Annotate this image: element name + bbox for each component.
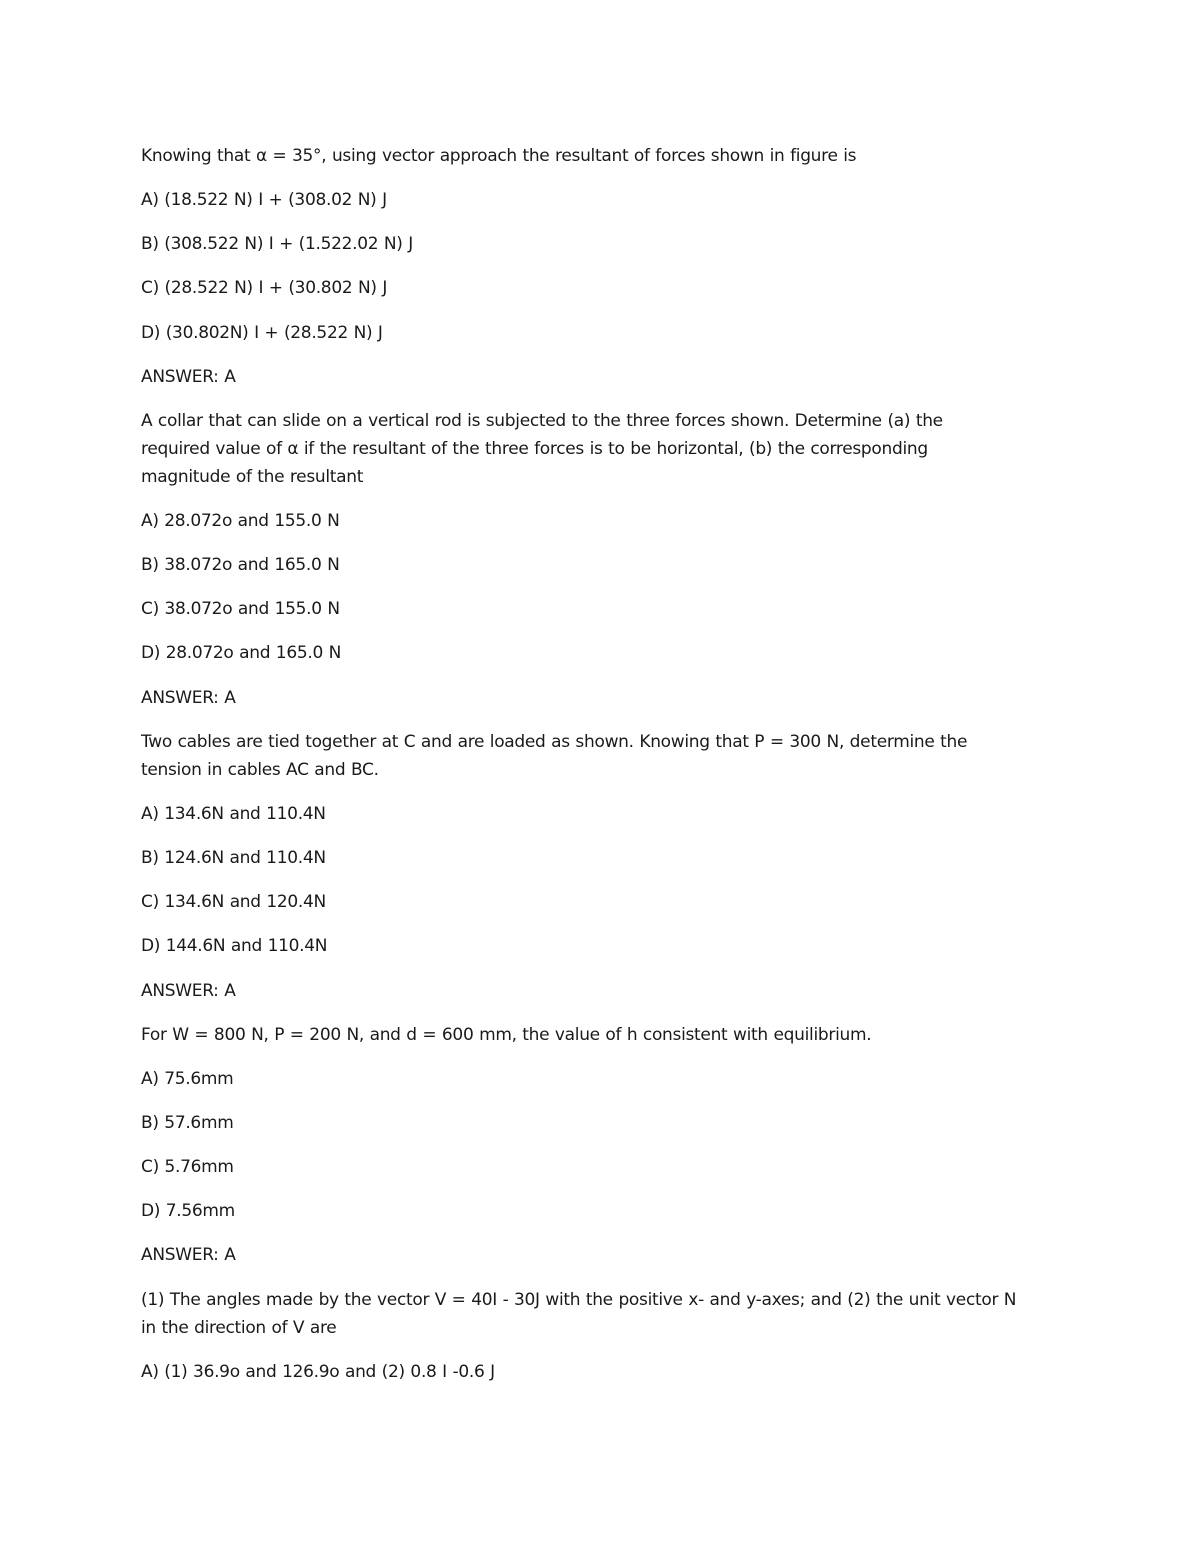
question-4-answer: ANSWER: A bbox=[141, 1245, 236, 1265]
question-3-option-c: C) 134.6N and 120.4N bbox=[141, 892, 326, 912]
question-1-option-b: B) (308.522 N) I + (1.522.02 N) J bbox=[141, 234, 413, 254]
question-5-option-a: A) (1) 36.9o and 126.9o and (2) 0.8 I -0.6 J bbox=[141, 1362, 495, 1382]
question-2-option-a: A) 28.072o and 155.0 N bbox=[141, 511, 340, 531]
question-1-option-d: D) (30.802N) I + (28.522 N) J bbox=[141, 323, 383, 343]
question-3-stem-line-2: tension in cables AC and BC. bbox=[141, 760, 379, 780]
question-3-option-d: D) 144.6N and 110.4N bbox=[141, 936, 328, 956]
question-1-option-a: A) (18.522 N) I + (308.02 N) J bbox=[141, 190, 387, 210]
question-1-answer: ANSWER: A bbox=[141, 367, 236, 387]
question-4-option-a: A) 75.6mm bbox=[141, 1069, 234, 1089]
question-4-stem-line-1: For W = 800 N, P = 200 N, and d = 600 mm, the value of h consistent with equilibrium. bbox=[141, 1025, 872, 1045]
question-5-stem-line-1: (1) The angles made by the vector V = 40I - 30J with the positive x- and y-axes; and (2) the unit vector N bbox=[141, 1290, 1017, 1310]
question-2-stem-line-2: required value of α if the resultant of the three forces is to be horizontal, (b) the corresponding bbox=[141, 439, 928, 459]
question-3-option-b: B) 124.6N and 110.4N bbox=[141, 848, 326, 868]
question-2-option-b: B) 38.072o and 165.0 N bbox=[141, 555, 340, 575]
question-2-stem-line-3: magnitude of the resultant bbox=[141, 467, 364, 487]
question-2-stem-line-1: A collar that can slide on a vertical rod is subjected to the three forces shown. Determine (a) the bbox=[141, 411, 943, 431]
question-4-option-b: B) 57.6mm bbox=[141, 1113, 234, 1133]
question-4-option-c: C) 5.76mm bbox=[141, 1157, 234, 1177]
question-4-option-d: D) 7.56mm bbox=[141, 1201, 235, 1221]
question-3-answer: ANSWER: A bbox=[141, 981, 236, 1001]
question-3-option-a: A) 134.6N and 110.4N bbox=[141, 804, 326, 824]
question-5-stem-line-2: in the direction of V are bbox=[141, 1318, 337, 1338]
question-1-stem-line-1: Knowing that α = 35°, using vector approach the resultant of forces shown in figure is bbox=[141, 146, 857, 166]
question-3-stem-line-1: Two cables are tied together at C and are loaded as shown. Knowing that P = 300 N, determine the bbox=[141, 732, 968, 752]
question-2-answer: ANSWER: A bbox=[141, 688, 236, 708]
question-1-option-c: C) (28.522 N) I + (30.802 N) J bbox=[141, 278, 388, 298]
question-2-option-d: D) 28.072o and 165.0 N bbox=[141, 643, 341, 663]
question-2-option-c: C) 38.072o and 155.0 N bbox=[141, 599, 340, 619]
